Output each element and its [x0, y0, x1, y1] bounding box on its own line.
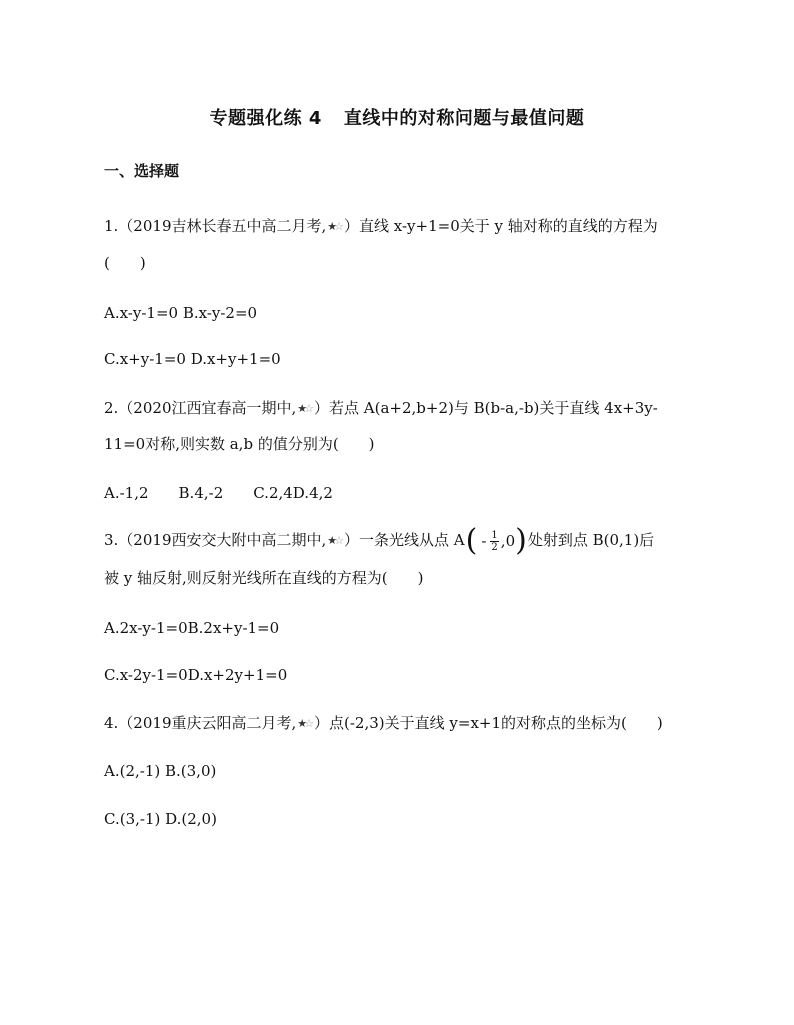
question-1-options-ab: A.x-y-1=0 B.x-y-2=0 — [104, 304, 258, 322]
question-2-stem-line2: 11=0对称,则实数 a,b 的值分别为( ) — [104, 435, 375, 453]
point-a-coordinates: ( - 1 2 ,0 ) — [465, 523, 527, 558]
question-1-blank: ( ) — [104, 254, 146, 272]
question-3-options-cd: C.x-2y-1=0D.x+2y+1=0 — [104, 666, 288, 684]
question-1-options-cd: C.x+y-1=0 D.x+y+1=0 — [104, 350, 281, 368]
difficulty-stars-icon: ★☆ — [297, 402, 312, 415]
difficulty-stars-icon: ★☆ — [327, 534, 342, 547]
question-2-options: A.-1,2 B.4,-2 C.2,4D.4,2 — [104, 484, 333, 502]
difficulty-stars-icon: ★☆ — [327, 220, 342, 233]
question-3-stem-line1: 3.（2019西安交大附中高二期中,★☆ ）一条光线从点 A ( - 1 2 ,0 ) 处射到点 B(0,1)后 — [104, 523, 655, 558]
question-2-stem-line1: 2.（2020江西宜春高一期中,★☆ ）若点 A(a+2,b+2)与 B(b-a,-b)关于直线 4x+3y- — [104, 397, 658, 420]
question-4-options-ab: A.(2,-1) B.(3,0) — [104, 762, 217, 780]
title-sub: 直线中的对称问题与最值问题 — [343, 108, 585, 129]
section-heading: 一、选择题 — [104, 162, 180, 180]
title-main: 专题强化练 4 — [209, 108, 322, 129]
question-1-stem: 1.（2019吉林长春五中高二月考,★☆ ）直线 x-y+1=0关于 y 轴对称的直线的方程为 — [104, 215, 658, 238]
question-4-options-cd: C.(3,-1) D.(2,0) — [104, 810, 217, 828]
question-3-stem-line2: 被 y 轴反射,则反射光线所在直线的方程为( ) — [104, 569, 424, 587]
difficulty-stars-icon: ★☆ — [297, 717, 312, 730]
document-title — [0, 104, 794, 130]
question-4-stem: 4.（2019重庆云阳高二月考,★☆ ）点(-2,3)关于直线 y=x+1的对称点的坐标为( ) — [104, 712, 663, 735]
question-3-options-ab: A.2x-y-1=0B.2x+y-1=0 — [104, 619, 280, 637]
